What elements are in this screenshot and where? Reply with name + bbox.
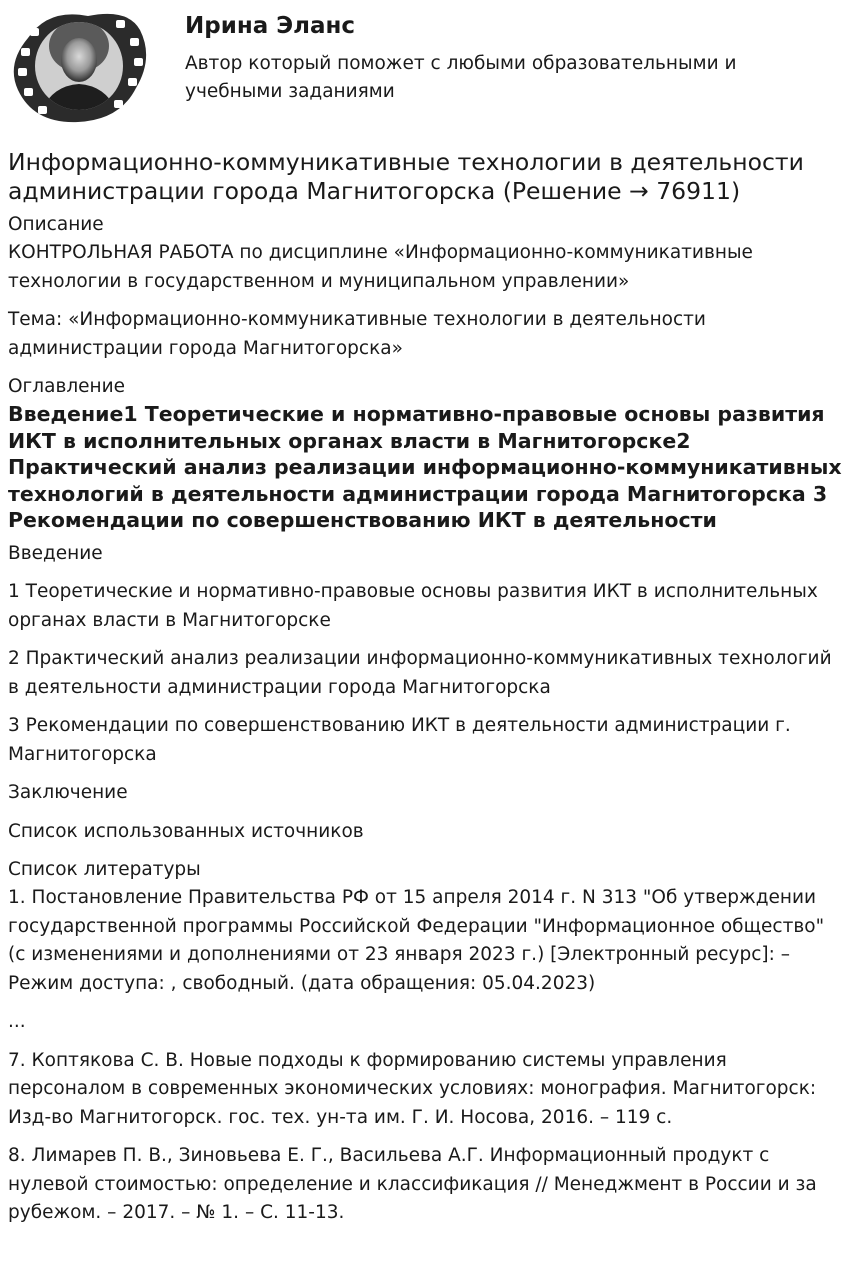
toc-item: 1 Теоретические и нормативно-правовые основы развития ИКТ в исполнительных органах власти в Магнитогорске	[8, 581, 818, 631]
literature-ellipsis: ...	[8, 1011, 26, 1032]
description-label: Описание	[8, 214, 104, 235]
toc-item: Список использованных источников	[8, 820, 364, 842]
description-line: КОНТРОЛЬНАЯ РАБОТА по дисциплине «Информационно-коммуникативные технологии в государственном и муниципальном управлении»	[8, 242, 753, 292]
toc-label: Оглавление	[8, 376, 126, 397]
literature-item: 1. Постановление Правительства РФ от 15 апреля 2014 г. N 313 "Об утверждении государственной программы Российской Федерации "Информационное общество" (с изменениями и дополнениями от 23 января 2023 г.) [Электронный ресурс]: – Режим доступа: , свободный. (дата обращения: 05.04.2023)	[8, 887, 825, 994]
document-title: Информационно-коммуникативные технологии в деятельности администрации города Магнитогорска (Решение → 76911)	[8, 148, 804, 205]
author-description: Автор который поможет с любыми образовательными и учебными заданиями	[185, 53, 737, 102]
document-content	[8, 148, 842, 1228]
toc-item: Заключение	[8, 782, 128, 803]
author-card	[0, 0, 847, 130]
author-name[interactable]: Ирина Эланс	[185, 13, 356, 39]
toc-item: 3 Рекомендации по совершенствованию ИКТ в деятельности администрации г. Магнитогорска	[8, 715, 791, 765]
toc-summary: Введение1 Теоретические и нормативно-правовые основы развития ИКТ в исполнительных органах власти в Магнитогорске2 Практический анализ реализации информационно-коммуникативных технологий в деятельности администрации города Магнитогорска 3 Рекомендации по совершенствованию ИКТ в деятельности	[8, 402, 842, 532]
toc-item: Введение	[8, 542, 103, 564]
film-frame-avatar-icon	[8, 8, 150, 126]
literature-item: 7. Коптякова С. В. Новые подходы к формированию системы управления персоналом в современных экономических условиях: монография. Магнитогорск: Изд-во Магнитогорск. гос. тех. ун-та им. Г. И. Носова, 2016. – 119 с.	[8, 1049, 817, 1128]
author-avatar[interactable]	[8, 8, 150, 126]
description-line: Тема: «Информационно-коммуникативные технологии в деятельности администрации города Магнитогорска»	[8, 309, 706, 359]
toc-item: 2 Практический анализ реализации информационно-коммуникативных технологий в деятельности администрации города Магнитогорска	[8, 648, 832, 698]
literature-label: Список литературы	[8, 859, 201, 880]
literature-item: 8. Лимарев П. В., Зиновьева Е. Г., Васильева А.Г. Информационный продукт с нулевой стоимостью: определение и классификация // Менеджмент в России и за рубежом. – 2017. – № 1. – С. 11-13.	[8, 1145, 817, 1223]
